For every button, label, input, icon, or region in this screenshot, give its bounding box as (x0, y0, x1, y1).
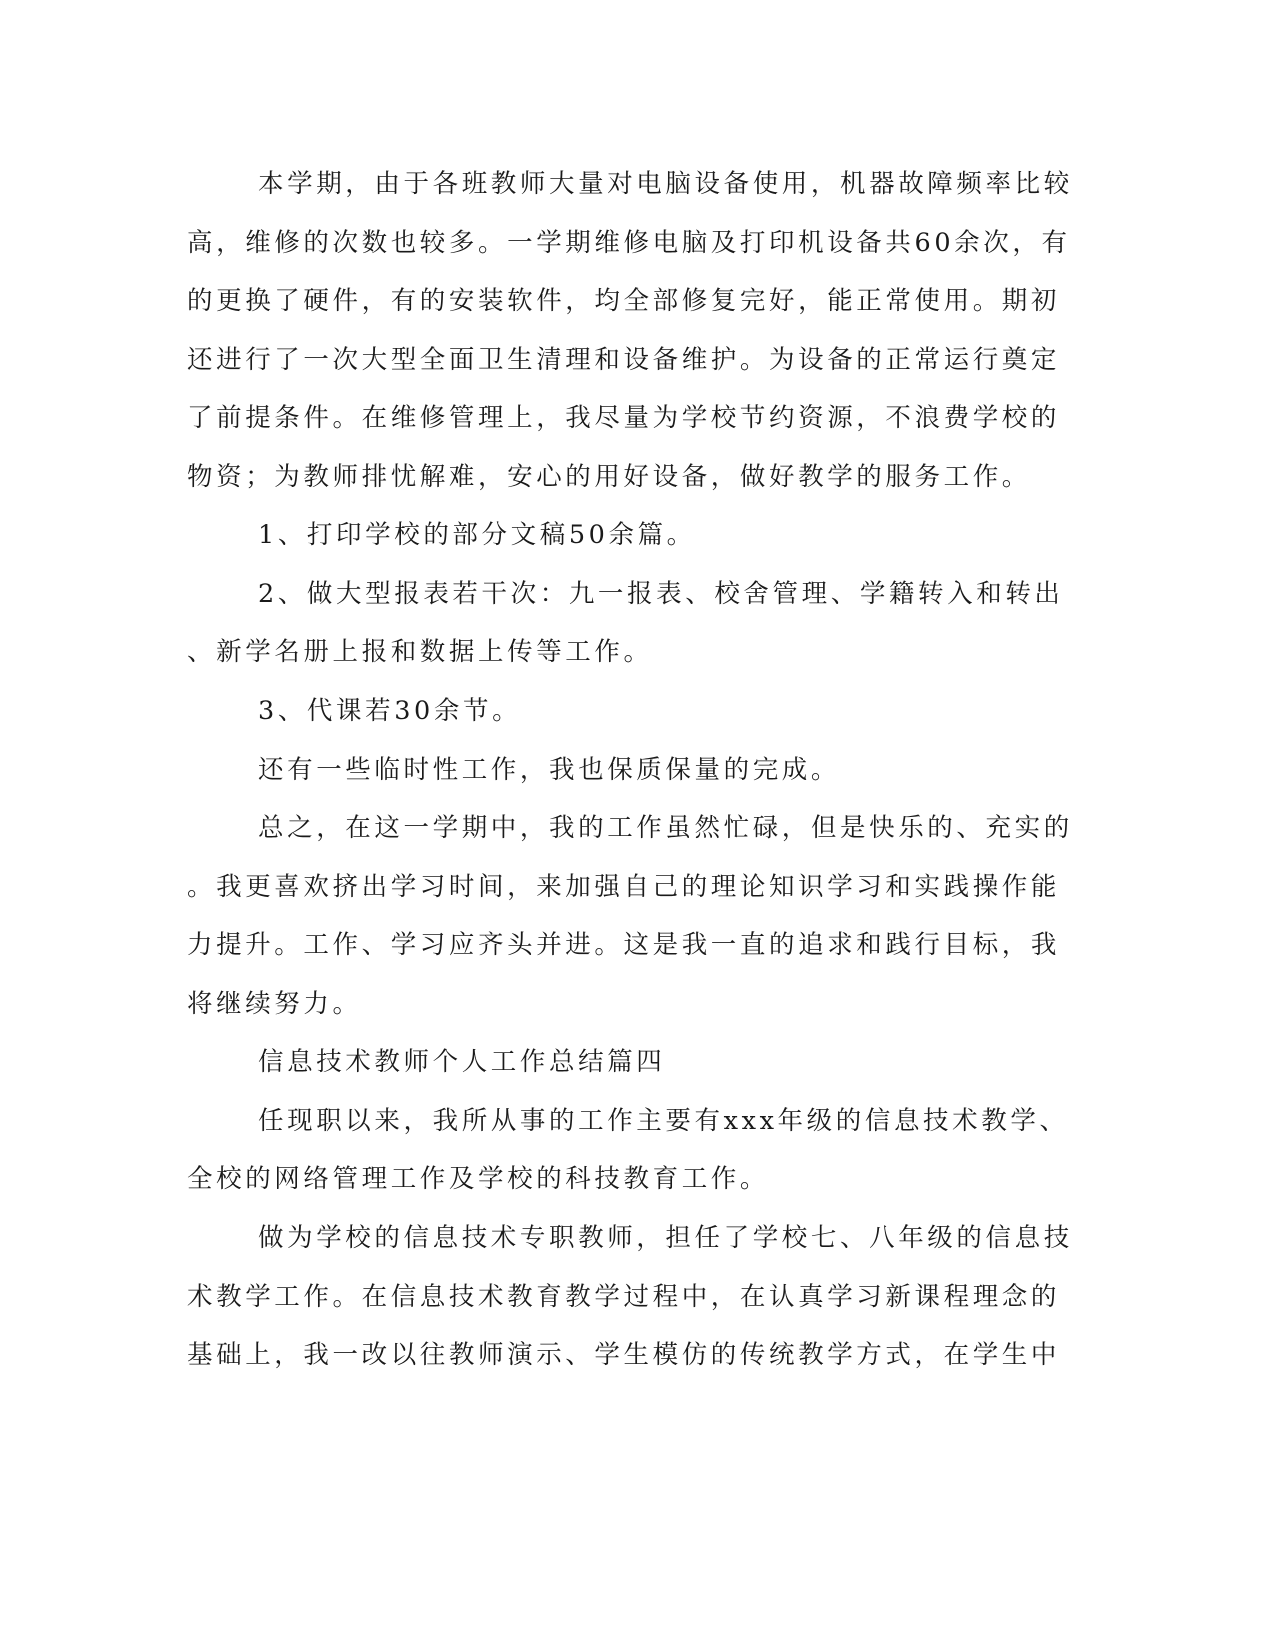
section-heading: 信息技术教师个人工作总结篇四 (258, 1047, 666, 1077)
list-item: 3、代课若30余节。 (258, 696, 522, 726)
paragraph-line: 总之，在这一学期中，我的工作虽然忙碌，但是快乐的、充实的 (258, 813, 1073, 843)
paragraph-line: 本学期，由于各班教师大量对电脑设备使用，机器故障频率比较 (258, 169, 1073, 199)
paragraph-line: 高，维修的次数也较多。一学期维修电脑及打印机设备共60余次，有 (187, 228, 1071, 258)
paragraph-line: 了前提条件。在维修管理上，我尽量为学校节约资源，不浪费学校的 (187, 403, 1061, 433)
paragraph-line: 。我更喜欢挤出学习时间，来加强自己的理论知识学习和实践操作能 (187, 872, 1061, 902)
list-item: 2、做大型报表若干次：九一报表、校舍管理、学籍转入和转出 (258, 579, 1064, 609)
paragraph-line: 还进行了一次大型全面卫生清理和设备维护。为设备的正常运行奠定 (187, 345, 1061, 375)
paragraph-line: 力提升。工作、学习应齐头并进。这是我一直的追求和践行目标，我 (187, 930, 1061, 960)
paragraph-line: 做为学校的信息技术专职教师，担任了学校七、八年级的信息技 (258, 1223, 1073, 1253)
paragraph-line: 将继续努力。 (187, 989, 362, 1019)
paragraph-line: 全校的网络管理工作及学校的科技教育工作。 (187, 1164, 770, 1194)
paragraph-line: 还有一些临时性工作，我也保质保量的完成。 (258, 755, 841, 785)
paragraph-line: 任现职以来，我所从事的工作主要有xxx年级的信息技术教学、 (258, 1106, 1069, 1136)
paragraph-line: 基础上，我一改以往教师演示、学生模仿的传统教学方式，在学生中 (187, 1340, 1061, 1370)
paragraph-line: 、新学名册上报和数据上传等工作。 (187, 637, 653, 667)
paragraph-line: 的更换了硬件，有的安装软件，均全部修复完好，能正常使用。期初 (187, 286, 1061, 316)
list-item: 1、打印学校的部分文稿50余篇。 (258, 520, 696, 550)
paragraph-line: 术教学工作。在信息技术教育教学过程中，在认真学习新课程理念的 (187, 1282, 1061, 1312)
paragraph-line: 物资；为教师排忧解难，安心的用好设备，做好教学的服务工作。 (187, 462, 1031, 492)
